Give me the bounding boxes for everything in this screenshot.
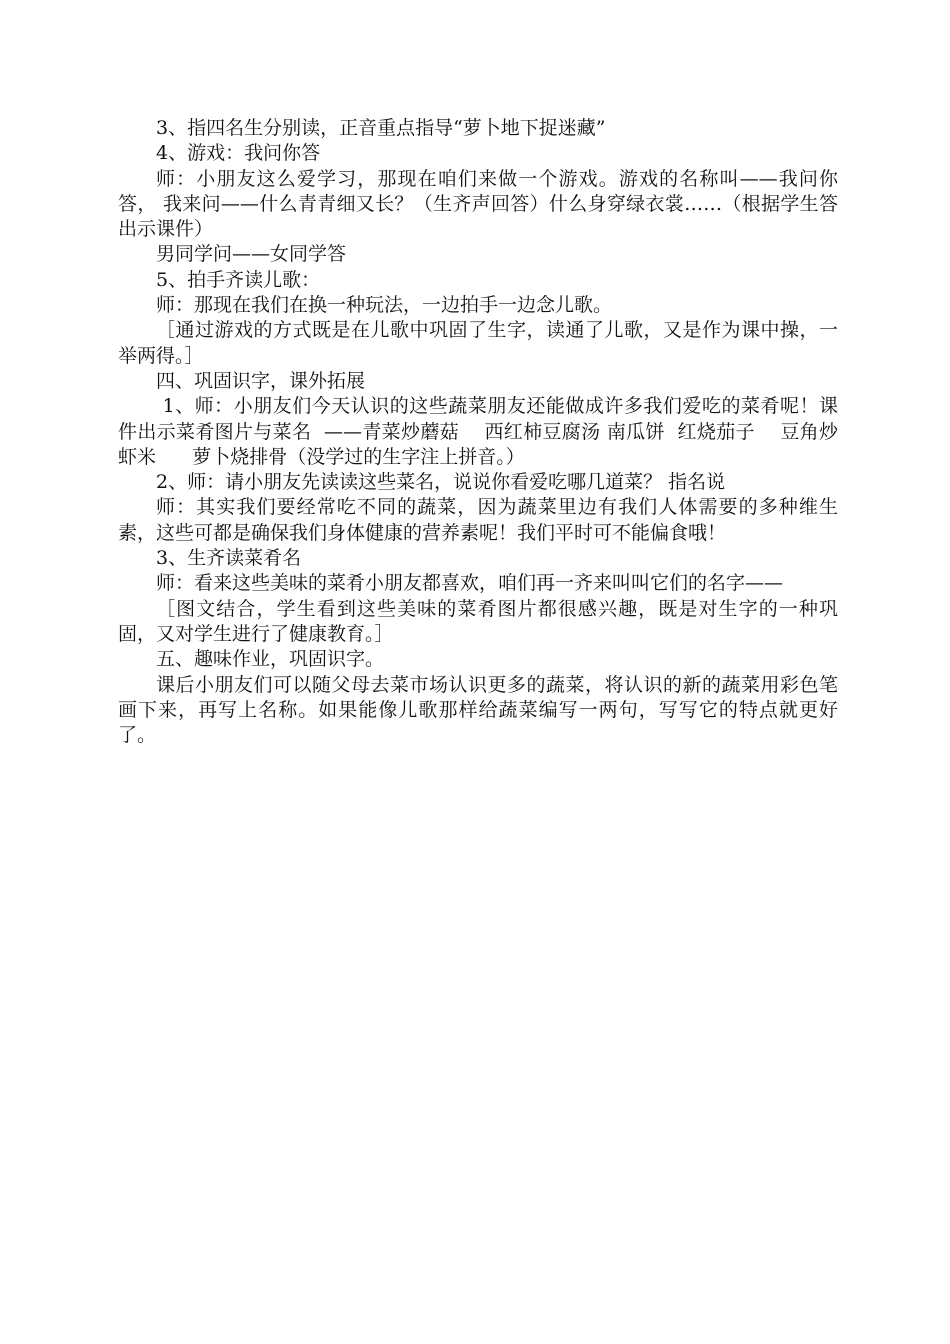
image-text-note-paragraph: ［图文结合，学生看到这些美味的菜肴图片都很感兴趣，既是对生字的一种巩固，又对学生进行了健康教育。］ — [118, 597, 838, 645]
step-3-paragraph: 3、指四名生分别读，正音重点指导“萝卜地下捉迷藏” — [156, 117, 606, 139]
step-3b-heading: 3、生齐读菜肴名 — [156, 547, 302, 570]
boys-girls-line: 男同学问——女同学答 — [156, 243, 347, 266]
step-5-heading: 5、拍手齐读儿歌： — [156, 268, 321, 291]
call-names-paragraph: 师：看来这些美味的菜肴小朋友都喜欢，咱们再一齐来叫叫它们的名字—— — [156, 572, 784, 595]
clap-instruction-paragraph: 师：那现在我们在换一种玩法，一边拍手一边念儿歌。 — [156, 294, 613, 317]
section-4-heading: 四、巩固识字，课外拓展 — [156, 369, 366, 392]
game-note-paragraph: ［通过游戏的方式既是在儿歌中巩固了生字，读通了儿歌，又是作为课中操，一举两得。］ — [118, 319, 838, 367]
dishes-paragraph: 1、师：小朋友们今天认识的这些蔬菜朋友还能做成许多我们爱吃的菜肴呢！课件出示菜肴图片与菜名 ——青菜炒蘑菇 西红柿豆腐汤 南瓜饼 红烧茄子 豆角炒虾米 萝卜烧排骨（没学过的生字注上拼音。） — [118, 395, 839, 468]
step-4-heading: 4、游戏：我问你答 — [156, 142, 321, 165]
nutrition-paragraph: 师：其实我们要经常吃不同的蔬菜，因为蔬菜里边有我们人体需要的多种维生素，这些可都是确保我们身体健康的营养素呢！我们平时可不能偏食哦！ — [118, 496, 838, 544]
document-page — [118, 116, 838, 748]
homework-paragraph: 课后小朋友们可以随父母去菜市场认识更多的蔬菜，将认识的新的蔬菜用彩色笔画下来，再写上名称。如果能像儿歌那样给蔬菜编写一两句，写写它的特点就更好了。 — [118, 673, 838, 747]
step-2-paragraph: 2、师：请小朋友先读读这些菜名，说说你看爱吃哪几道菜？ 指名说 — [156, 471, 726, 494]
game-instruction-paragraph: 师：小朋友这么爱学习，那现在咱们来做一个游戏。游戏的名称叫——我问你答， 我来问——什么青青细又长？（生齐声回答）什么身穿绿衣裳……（根据学生答出示课件） — [118, 167, 838, 241]
section-5-heading: 五、趣味作业，巩固识字。 — [156, 648, 385, 671]
